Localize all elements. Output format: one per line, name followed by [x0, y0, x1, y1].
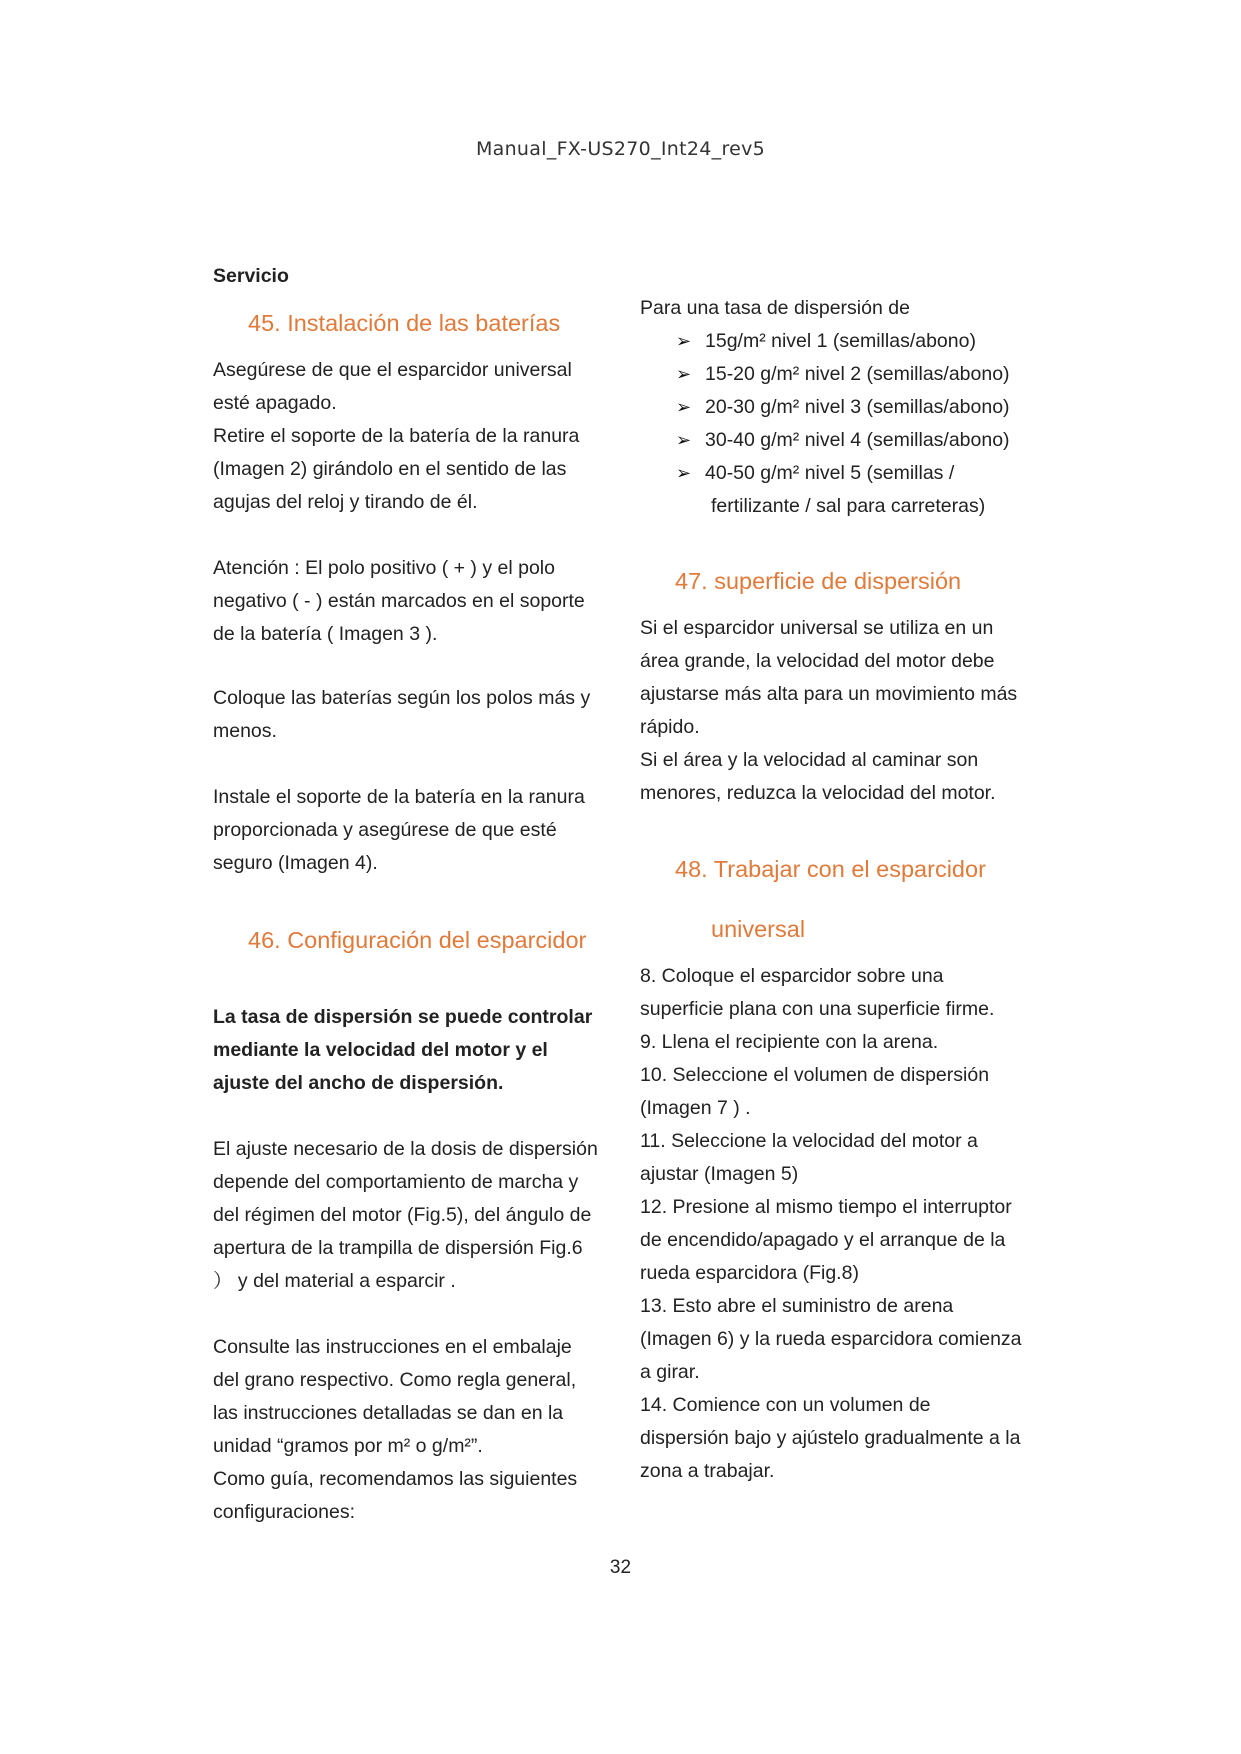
text-line: Si el área y la velocidad al caminar son — [640, 749, 979, 771]
text-line: ajuste del ancho de dispersión. — [213, 1072, 504, 1094]
text-line: 8. Coloque el esparcidor sobre una — [640, 965, 944, 987]
text-line: superficie plana con una superficie firme. — [640, 998, 995, 1020]
text-line: zona a trabajar. — [640, 1460, 775, 1482]
text-line: dispersión bajo y ajústelo gradualmente a la — [640, 1427, 1021, 1449]
text-line: (Imagen 7 ) . — [640, 1097, 751, 1119]
text-line: menos. — [213, 720, 277, 742]
list-item-continuation: fertilizante / sal para carreteras) — [711, 495, 986, 517]
text-line: (Imagen 2) girándolo en el sentido de las — [213, 458, 567, 480]
arrowhead-bullet-icon: ➢ — [676, 331, 692, 351]
heading-48-continuation: universal — [711, 916, 806, 942]
text-line: unidad “gramos por m² o g/m²”. — [213, 1435, 483, 1457]
text-line: Instale el soporte de la batería en la ranura — [213, 786, 585, 808]
text-line: (Imagen 6) y la rueda esparcidora comienza — [640, 1328, 1022, 1350]
text-line: rápido. — [640, 716, 700, 738]
text-line: apertura de la trampilla de dispersión Fig.6 — [213, 1237, 583, 1259]
text-line: de encendido/apagado y el arranque de la — [640, 1229, 1006, 1251]
text-line: 12. Presione al mismo tiempo el interruptor — [640, 1196, 1012, 1218]
text-line: 10. Seleccione el volumen de dispersión — [640, 1064, 990, 1086]
text-line: 13. Esto abre el suministro de arena — [640, 1295, 954, 1317]
list-item: ➢ 20-30 g/m² nivel 3 (semillas/abono) — [676, 391, 1040, 424]
text-line: Coloque las baterías según los polos más y — [213, 687, 591, 709]
text-line: 14. Comience con un volumen de — [640, 1394, 931, 1416]
section-label: Servicio — [213, 265, 289, 287]
paragraph-packaging-instructions — [213, 1331, 613, 1529]
paragraph-place-batteries — [213, 682, 613, 748]
text-line: Retire el soporte de la batería de la ranura — [213, 425, 580, 447]
text-line: Asegúrese de que el esparcidor universal — [213, 359, 572, 381]
left-column — [213, 260, 613, 1529]
text-line: ajustar (Imagen 5) — [640, 1163, 799, 1185]
heading-47: 47. superficie de dispersión — [675, 568, 962, 594]
paragraph-working-steps — [640, 960, 1040, 1488]
text-line: menores, reduzca la velocidad del motor. — [640, 782, 996, 804]
page-number: 32 — [609, 1557, 632, 1578]
text-line: rueda esparcidora (Fig.8) — [640, 1262, 859, 1284]
paragraph-battery-remove — [213, 354, 613, 519]
text-line: las instrucciones detalladas se dan en la — [213, 1402, 564, 1424]
list-item: ➢ 30-40 g/m² nivel 4 (semillas/abono) — [676, 424, 1040, 457]
text-line: Consulte las instrucciones en el embalaje — [213, 1336, 572, 1358]
paragraph-dose-adjustment — [213, 1133, 613, 1298]
text-line: agujas del reloj y tirando de él. — [213, 491, 478, 513]
list-item: ➢ 15-20 g/m² nivel 2 (semillas/abono) — [676, 358, 1040, 391]
text-line: de la batería ( Imagen 3 ). — [213, 623, 438, 645]
text-line: Para una tasa de dispersión de — [640, 297, 910, 319]
paragraph-dispersion-surface — [640, 612, 1040, 810]
text-line: negativo ( - ) están marcados en el soporte — [213, 590, 585, 612]
text-line: 9. Llena el recipiente con la arena. — [640, 1031, 939, 1053]
arrowhead-bullet-icon: ➢ — [676, 397, 692, 417]
heading-48: 48. Trabajar con el esparcidor — [675, 856, 986, 882]
paragraph-install-holder — [213, 781, 613, 880]
text-line: área grande, la velocidad del motor debe — [640, 650, 995, 672]
text-line: del grano respectivo. Como regla general, — [213, 1369, 577, 1391]
heading-45: 45. Instalación de las baterías — [248, 310, 561, 336]
text-line: esté apagado. — [213, 392, 337, 414]
text-line: a girar. — [640, 1361, 700, 1383]
right-column — [640, 292, 1040, 1488]
text-line: ） y del material a esparcir . — [213, 1270, 456, 1292]
text-line: La tasa de dispersión se puede controlar — [213, 1006, 593, 1028]
paragraph-dispersion-control — [213, 1001, 613, 1100]
rate-level-list — [640, 325, 1040, 523]
text-line: ajustarse más alta para un movimiento más — [640, 683, 1018, 705]
paragraph-polarity — [213, 552, 613, 651]
text-line: 11. Seleccione la velocidad del motor a — [640, 1130, 978, 1152]
text-line: El ajuste necesario de la dosis de dispersión — [213, 1138, 598, 1160]
text-line: mediante la velocidad del motor y el — [213, 1039, 548, 1061]
text-line: configuraciones: — [213, 1501, 356, 1523]
list-item: ➢ 40-50 g/m² nivel 5 (semillas / — [676, 457, 1040, 490]
list-item: ➢ 15g/m² nivel 1 (semillas/abono) — [676, 325, 1040, 358]
text-line: Atención : El polo positivo ( + ) y el polo — [213, 557, 555, 579]
arrowhead-bullet-icon: ➢ — [676, 430, 692, 450]
text-line: Si el esparcidor universal se utiliza en un — [640, 617, 994, 639]
text-line: del régimen del motor (Fig.5), del ángulo de — [213, 1204, 592, 1226]
heading-46: 46. Configuración del esparcidor — [248, 927, 587, 953]
text-line: seguro (Imagen 4). — [213, 852, 378, 874]
document-header: Manual_FX-US270_Int24_rev5 — [475, 138, 766, 160]
text-line: depende del comportamiento de marcha y — [213, 1171, 579, 1193]
text-line: Como guía, recomendamos las siguientes — [213, 1468, 578, 1490]
arrowhead-bullet-icon: ➢ — [676, 463, 692, 483]
arrowhead-bullet-icon: ➢ — [676, 364, 692, 384]
text-line: proporcionada y asegúrese de que esté — [213, 819, 557, 841]
